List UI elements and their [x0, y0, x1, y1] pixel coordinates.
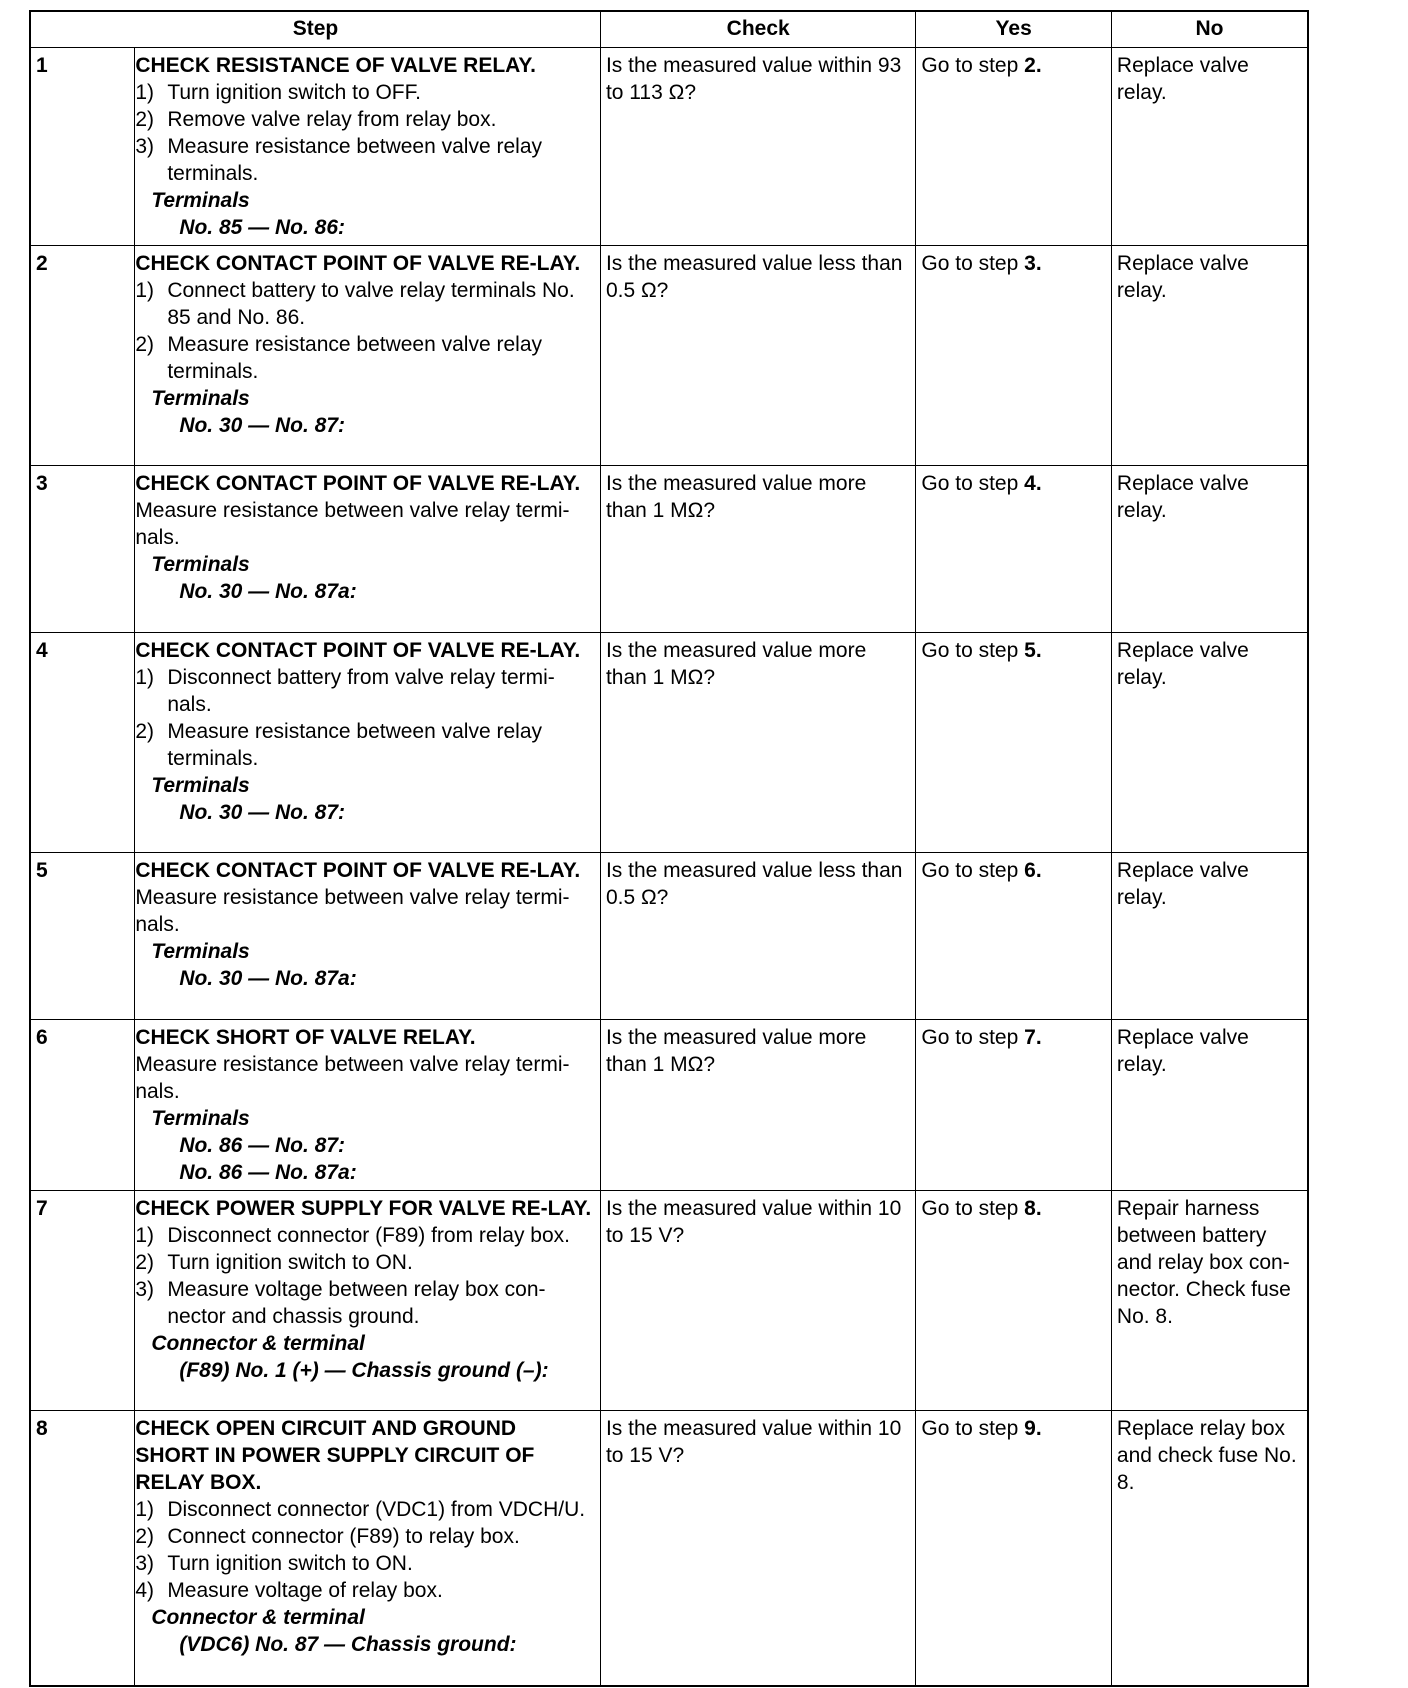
terminal-value: No. 30 — No. 87a:: [179, 580, 357, 603]
yes-step-ref: 2.: [1024, 54, 1042, 77]
diagnosis-table: [29, 10, 1309, 1687]
check-question: Is the measured value within 10 to 15 V?: [600, 1191, 915, 1411]
terminal-value: No. 30 — No. 87:: [179, 801, 346, 824]
step-list-item: [135, 1249, 595, 1276]
terminal-value: (VDC6) No. 87 — Chassis ground:: [179, 1633, 517, 1656]
step-list-number: 1): [135, 1224, 154, 1247]
yes-action: [916, 48, 1112, 246]
step-list-text: Measure voltage of relay box.: [167, 1579, 443, 1602]
no-action: Replace valve relay.: [1111, 48, 1308, 246]
terminal-value: No. 86 — No. 87:: [179, 1134, 346, 1157]
step-list-number: 2): [135, 720, 154, 743]
step-list-item: [135, 664, 595, 718]
step-list-text: Measure resistance between valve relay terminals.: [167, 333, 543, 383]
step-list-text: Measure voltage between relay box con-nector and chassis ground.: [167, 1278, 546, 1328]
yes-action: [916, 1020, 1112, 1191]
step-list-number: 2): [135, 333, 154, 356]
step-list-number: 1): [135, 666, 154, 689]
step-list-text: Remove valve relay from relay box.: [167, 108, 497, 131]
step-list-text: Turn ignition switch to ON.: [167, 1251, 413, 1274]
step-description: [135, 1191, 601, 1411]
step-title: CHECK CONTACT POINT OF VALVE RE-LAY.: [135, 639, 581, 662]
table-row: [30, 1411, 1308, 1686]
step-number: 3: [30, 466, 135, 633]
step-list-item: [135, 1222, 595, 1249]
step-number: 1: [30, 48, 135, 246]
yes-prefix: Go to step: [921, 1417, 1019, 1440]
header-step: Step: [30, 11, 600, 48]
step-list-item: [135, 718, 595, 772]
step-list-text: Measure resistance between valve relay terminals.: [167, 720, 543, 770]
check-question: Is the measured value more than 1 MΩ?: [600, 633, 915, 853]
check-question: Is the measured value more than 1 MΩ?: [600, 466, 915, 633]
terminal-label: Connector & terminal: [151, 1606, 365, 1629]
step-title: CHECK RESISTANCE OF VALVE RELAY.: [135, 54, 536, 77]
step-list-item: [135, 1523, 595, 1550]
table-row: [30, 853, 1308, 1020]
terminal-label: Terminals: [151, 553, 250, 576]
terminal-label: Connector & terminal: [151, 1332, 365, 1355]
step-description: [135, 633, 601, 853]
table-row: [30, 466, 1308, 633]
table-row: [30, 1191, 1308, 1411]
terminal-value: No. 86 — No. 87a:: [179, 1161, 357, 1184]
header-yes: Yes: [916, 11, 1112, 48]
step-list-number: 1): [135, 1498, 154, 1521]
step-number: 6: [30, 1020, 135, 1191]
step-list-item: [135, 106, 595, 133]
check-question: Is the measured value more than 1 MΩ?: [600, 1020, 915, 1191]
yes-step-ref: 4.: [1024, 472, 1042, 495]
step-list-number: 2): [135, 108, 154, 131]
step-list-item: [135, 1496, 595, 1523]
no-action: Replace valve relay.: [1111, 1020, 1308, 1191]
terminal-label: Terminals: [151, 387, 250, 410]
step-list-item: [135, 133, 595, 187]
step-title: CHECK CONTACT POINT OF VALVE RE-LAY.: [135, 859, 581, 882]
step-description: [135, 48, 601, 246]
step-description: [135, 1411, 601, 1686]
step-list-text: Disconnect connector (VDC1) from VDCH/U.: [167, 1498, 586, 1521]
yes-step-ref: 8.: [1024, 1197, 1042, 1220]
yes-prefix: Go to step: [921, 252, 1019, 275]
step-list-text: Connect battery to valve relay terminals No. 85 and No. 86.: [167, 279, 575, 329]
step-number: 2: [30, 246, 135, 466]
yes-action: [916, 1411, 1112, 1686]
step-list-number: 4): [135, 1579, 154, 1602]
no-action: Replace valve relay.: [1111, 246, 1308, 466]
yes-step-ref: 3.: [1024, 252, 1042, 275]
step-list-number: 3): [135, 1278, 154, 1301]
table-header-row: [30, 11, 1308, 48]
yes-prefix: Go to step: [921, 54, 1019, 77]
no-action: Replace relay box and check fuse No. 8.: [1111, 1411, 1308, 1686]
no-action: Repair harness between battery and relay box con-nector. Check fuse No. 8.: [1111, 1191, 1308, 1411]
table-row: [30, 633, 1308, 853]
terminal-value: (F89) No. 1 (+) — Chassis ground (–):: [179, 1359, 549, 1382]
terminal-value: No. 85 — No. 86:: [179, 216, 346, 239]
step-title: CHECK POWER SUPPLY FOR VALVE RE-LAY.: [135, 1197, 592, 1220]
step-title: CHECK CONTACT POINT OF VALVE RE-LAY.: [135, 472, 581, 495]
step-list-number: 2): [135, 1251, 154, 1274]
no-action: Replace valve relay.: [1111, 633, 1308, 853]
yes-step-ref: 6.: [1024, 859, 1042, 882]
check-question: Is the measured value less than 0.5 Ω?: [600, 246, 915, 466]
yes-prefix: Go to step: [921, 472, 1019, 495]
step-list-item: [135, 331, 595, 385]
step-list-text: Connect connector (F89) to relay box.: [167, 1525, 520, 1548]
yes-step-ref: 9.: [1024, 1417, 1042, 1440]
check-question: Is the measured value within 93 to 113 Ω?: [600, 48, 915, 246]
terminal-value: No. 30 — No. 87:: [179, 414, 346, 437]
yes-prefix: Go to step: [921, 639, 1019, 662]
step-title: CHECK CONTACT POINT OF VALVE RE-LAY.: [135, 252, 581, 275]
no-action: Replace valve relay.: [1111, 853, 1308, 1020]
terminal-label: Terminals: [151, 189, 250, 212]
yes-action: [916, 1191, 1112, 1411]
step-list-item: [135, 277, 595, 331]
check-question: Is the measured value within 10 to 15 V?: [600, 1411, 915, 1686]
step-list-number: 3): [135, 1552, 154, 1575]
step-description: [135, 246, 601, 466]
step-description: [135, 1020, 601, 1191]
yes-action: [916, 853, 1112, 1020]
yes-prefix: Go to step: [921, 1026, 1019, 1049]
terminal-value: No. 30 — No. 87a:: [179, 967, 357, 990]
step-list-number: 1): [135, 81, 154, 104]
yes-action: [916, 246, 1112, 466]
yes-action: [916, 633, 1112, 853]
yes-prefix: Go to step: [921, 859, 1019, 882]
table-row: [30, 48, 1308, 246]
step-list-item: [135, 1276, 595, 1330]
yes-step-ref: 7.: [1024, 1026, 1042, 1049]
table-row: [30, 1020, 1308, 1191]
step-list-item: [135, 79, 595, 106]
table-row: [30, 246, 1308, 466]
step-instruction: Measure resistance between valve relay termi-nals.: [135, 499, 570, 549]
step-list-item: [135, 1550, 595, 1577]
yes-prefix: Go to step: [921, 1197, 1019, 1220]
step-description: [135, 853, 601, 1020]
step-list-text: Disconnect battery from valve relay termi-nals.: [167, 666, 555, 716]
step-number: 4: [30, 633, 135, 853]
header-no: No: [1111, 11, 1308, 48]
step-list-text: Turn ignition switch to OFF.: [167, 81, 421, 104]
step-number: 7: [30, 1191, 135, 1411]
step-list-text: Measure resistance between valve relay terminals.: [167, 135, 543, 185]
header-check: Check: [600, 11, 915, 48]
step-instruction: Measure resistance between valve relay termi-nals.: [135, 886, 570, 936]
step-list-text: Disconnect connector (F89) from relay box.: [167, 1224, 570, 1247]
step-title: CHECK SHORT OF VALVE RELAY.: [135, 1026, 476, 1049]
check-question: Is the measured value less than 0.5 Ω?: [600, 853, 915, 1020]
yes-action: [916, 466, 1112, 633]
step-list-number: 3): [135, 135, 154, 158]
terminal-label: Terminals: [151, 940, 250, 963]
step-list-item: [135, 1577, 595, 1604]
step-instruction: Measure resistance between valve relay termi-nals.: [135, 1053, 570, 1103]
step-title: CHECK OPEN CIRCUIT AND GROUND SHORT IN POWER SUPPLY CIRCUIT OF RELAY BOX.: [135, 1417, 535, 1494]
step-description: [135, 466, 601, 633]
terminal-label: Terminals: [151, 774, 250, 797]
step-number: 5: [30, 853, 135, 1020]
step-list-number: 1): [135, 279, 154, 302]
step-list-number: 2): [135, 1525, 154, 1548]
no-action: Replace valve relay.: [1111, 466, 1308, 633]
terminal-label: Terminals: [151, 1107, 250, 1130]
step-number: 8: [30, 1411, 135, 1686]
yes-step-ref: 5.: [1024, 639, 1042, 662]
step-list-text: Turn ignition switch to ON.: [167, 1552, 413, 1575]
